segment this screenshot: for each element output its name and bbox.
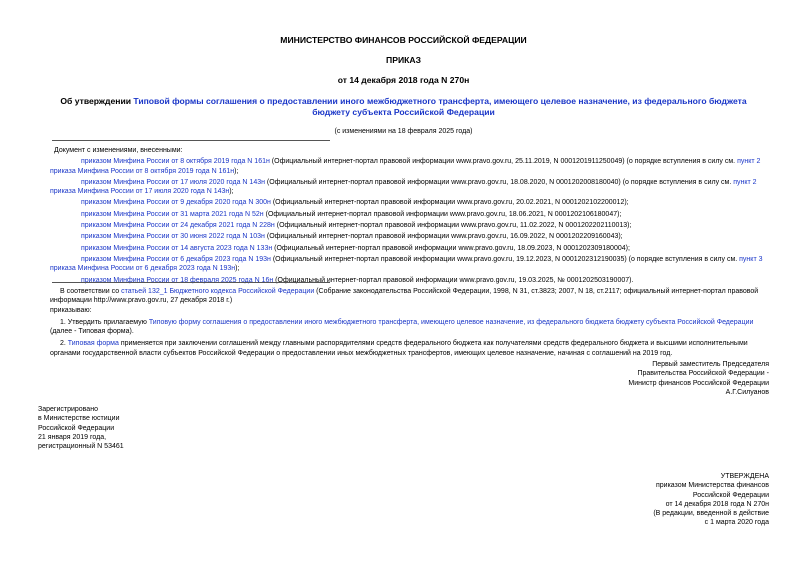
amendment-item: приказом Минфина России от 18 февраля 2025 года N 16н (Официальный интернет-портал правовой информации www.pravo.gov.ru, 19.03.2025, № 0001202503190007).	[81, 276, 634, 284]
order-word: приказываю:	[50, 306, 92, 314]
divider-top	[52, 140, 330, 141]
amendment-item: приказом Минфина России от 24 декабря 2021 года N 228н (Официальный интернет-портал правовой информации www.pravo.gov.ru, 11.02.2022, N 0001202202110013);	[81, 222, 632, 230]
amendment-item: приказом Минфина России от 6 декабря 2023 года N 193н (Официальный интернет-портал правовой информации www.pravo.gov.ru, 19.12.2023, N 0001202312190035) (о порядке вступления в силу см. пункт 3 приказа Минфина России от 6 декабря 2023 года N 193н);	[50, 255, 763, 273]
amendments-intro: Документ с изменениями, внесенными:	[54, 147, 183, 154]
amendment-item: приказом Минфина России от 31 марта 2021 года N 52н (Официальный интернет-портал правовой информации www.pravo.gov.ru, 18.06.2021, N 0001202106180047);	[81, 210, 622, 218]
amendment-item: приказом Минфина России от 17 июля 2020 года N 143н (Официальный интернет-портал правовой информации www.pravo.gov.ru, 18.08.2020, N 0001202008180040) (о порядке вступления в силу см. пункт 2 приказа Минфина России от 17 июля 2020 года N 143н);	[50, 178, 757, 196]
divider-bottom	[52, 282, 330, 283]
title-prefix: Об утверждении	[60, 96, 134, 106]
approval-line: (В редакции, введенной в действие	[653, 510, 769, 518]
preamble-paragraph: В соответствии со статьей 132_1 Бюджетного кодекса Российской Федерации (Собрание законодательства Российской Федерации, 1998, N 31, ст.3823; 2007, N 18, ст.2117; официальный интернет-портал правовой информации http://www.pravo.gov.ru, 27 декабря 2018 г.)	[50, 288, 759, 305]
registration-line: Зарегистрировано	[38, 406, 98, 413]
amendment-link[interactable]: приказом Минфина России от 31 марта 2021 года N 52н	[81, 210, 264, 218]
amendment-link[interactable]: приказом Минфина России от 6 декабря 2023 года N 193н	[81, 255, 271, 263]
signature-line: Первый заместитель Председателя	[652, 361, 769, 368]
amendment-item: приказом Минфина России от 14 августа 2023 года N 133н (Официальный интернет-портал правовой информации www.pravo.gov.ru, 18.09.2023, N 0001202309180004);	[81, 244, 630, 252]
approval-line: от 14 декабря 2018 года N 270н	[665, 500, 769, 508]
ministry-heading: МИНИСТЕРСТВО ФИНАНСОВ РОССИЙСКОЙ ФЕДЕРАЦИИ	[280, 35, 527, 45]
amendment-link[interactable]: приказом Минфина России от 8 октября 2019 года N 161н	[81, 158, 270, 166]
approval-line: Российской Федерации	[692, 491, 769, 499]
doc-type-heading: ПРИКАЗ	[386, 55, 421, 65]
amendment-link[interactable]: приказом Минфина России от 17 июля 2020 года N 143н	[81, 178, 265, 186]
amendment-clause-link[interactable]: пункт 3 приказа Минфина России от 6 декабря 2023 года N 193н	[50, 255, 763, 273]
amendment-clause-link[interactable]: пункт 2 приказа Минфина России от 17 июля 2020 года N 143н	[50, 178, 757, 196]
order-item-1: 1. Утвердить прилагаемую Типовую форму соглашения о предоставлении иного межбюджетного трансферта, имеющего целевое назначение, из федерального бюджета бюджету субъекта Российской Федерации	[60, 318, 754, 326]
registration-line: Российской Федерации	[38, 424, 115, 432]
amendment-link[interactable]: приказом Минфина России от 14 августа 2023 года N 133н	[81, 244, 273, 252]
date-number-heading: от 14 декабря 2018 года N 270н	[337, 75, 470, 85]
amendment-link[interactable]: приказом Минфина России от 24 декабря 2021 года N 228н	[81, 222, 275, 230]
amendment-link[interactable]: приказом Минфина России от 9 декабря 2020 года N 300н	[81, 199, 271, 207]
amendment-clause-link[interactable]: пункт 2 приказа Минфина России от 8 октября 2019 года N 161н	[50, 158, 761, 175]
amendment-item: приказом Минфина России от 8 октября 2019 года N 161н (Официальный интернет-портал правовой информации www.pravo.gov.ru, 25.11.2019, N 0001201911250049) (о порядке вступления в силу см. пункт 2 приказа Минфина России от 8 октября 2019 года N 161н);	[50, 158, 761, 175]
signatory-name: А.Г.Силуанов	[725, 388, 769, 396]
signature-line: Правительства Российской Федерации -	[637, 370, 769, 378]
approval-line: с 1 марта 2020 года	[704, 519, 769, 527]
title-link[interactable]: Типовой формы соглашения о предоставлении иного межбюджетного трансферта, имеющего целевое назначение, из федерального бюджета бюджету субъекта Российской Федерации	[133, 96, 747, 117]
registration-number: регистрационный N 53461	[38, 443, 124, 451]
approval-line: приказом Министерства финансов	[655, 482, 769, 490]
budget-code-link[interactable]: статьей 132_1 Бюджетного кодекса Российской Федерации	[121, 288, 315, 295]
amendments-list	[50, 146, 768, 285]
typical-form-link[interactable]: Типовую форму соглашения о предоставлении иного межбюджетного трансферта, имеющего целевое назначение, из федерального бюджета бюджету субъекта Российской Федерации	[148, 318, 754, 326]
amendment-link[interactable]: приказом Минфина России от 18 февраля 2025 года N 16н	[81, 276, 274, 284]
order-item-1-note: (далее - Типовая форма).	[50, 328, 134, 336]
signature-line: Министр финансов Российской Федерации	[628, 379, 769, 387]
registration-block	[38, 405, 238, 451]
approval-block	[469, 472, 769, 528]
typical-form-short-link[interactable]: Типовая форма	[67, 340, 119, 348]
changes-note: (с изменениями на 18 февраля 2025 года)	[334, 128, 473, 135]
approval-heading: УТВЕРЖДЕНА	[720, 473, 769, 480]
registration-line: в Министерстве юстиции	[38, 415, 120, 423]
amendment-item: приказом Минфина России от 30 июня 2022 года N 103н (Официальный интернет-портал правовой информации www.pravo.gov.ru, 16.09.2022, N 0001202209160043);	[81, 233, 623, 241]
document-title	[60, 96, 747, 118]
signature-block	[469, 360, 769, 397]
order-body	[50, 287, 768, 358]
registration-line: 21 января 2019 года,	[38, 433, 107, 441]
amendment-item: приказом Минфина России от 9 декабря 2020 года N 300н (Официальный интернет-портал правовой информации www.pravo.gov.ru, 20.02.2021, N 0001202102200012);	[81, 199, 629, 207]
amendment-link[interactable]: приказом Минфина России от 30 июня 2022 года N 103н	[81, 233, 265, 241]
order-item-2: 2. Типовая форма применяется при заключении соглашений между главными распорядителями средств федерального бюджета как получателями средств федерального бюджета и высшими исполнительными органами государственной власти субъектов Российской Федерации о предоставлении иных межбюджетных трансфертов, имеющих целевое назначение, начиная с соглашений на 2019 год.	[50, 340, 748, 357]
